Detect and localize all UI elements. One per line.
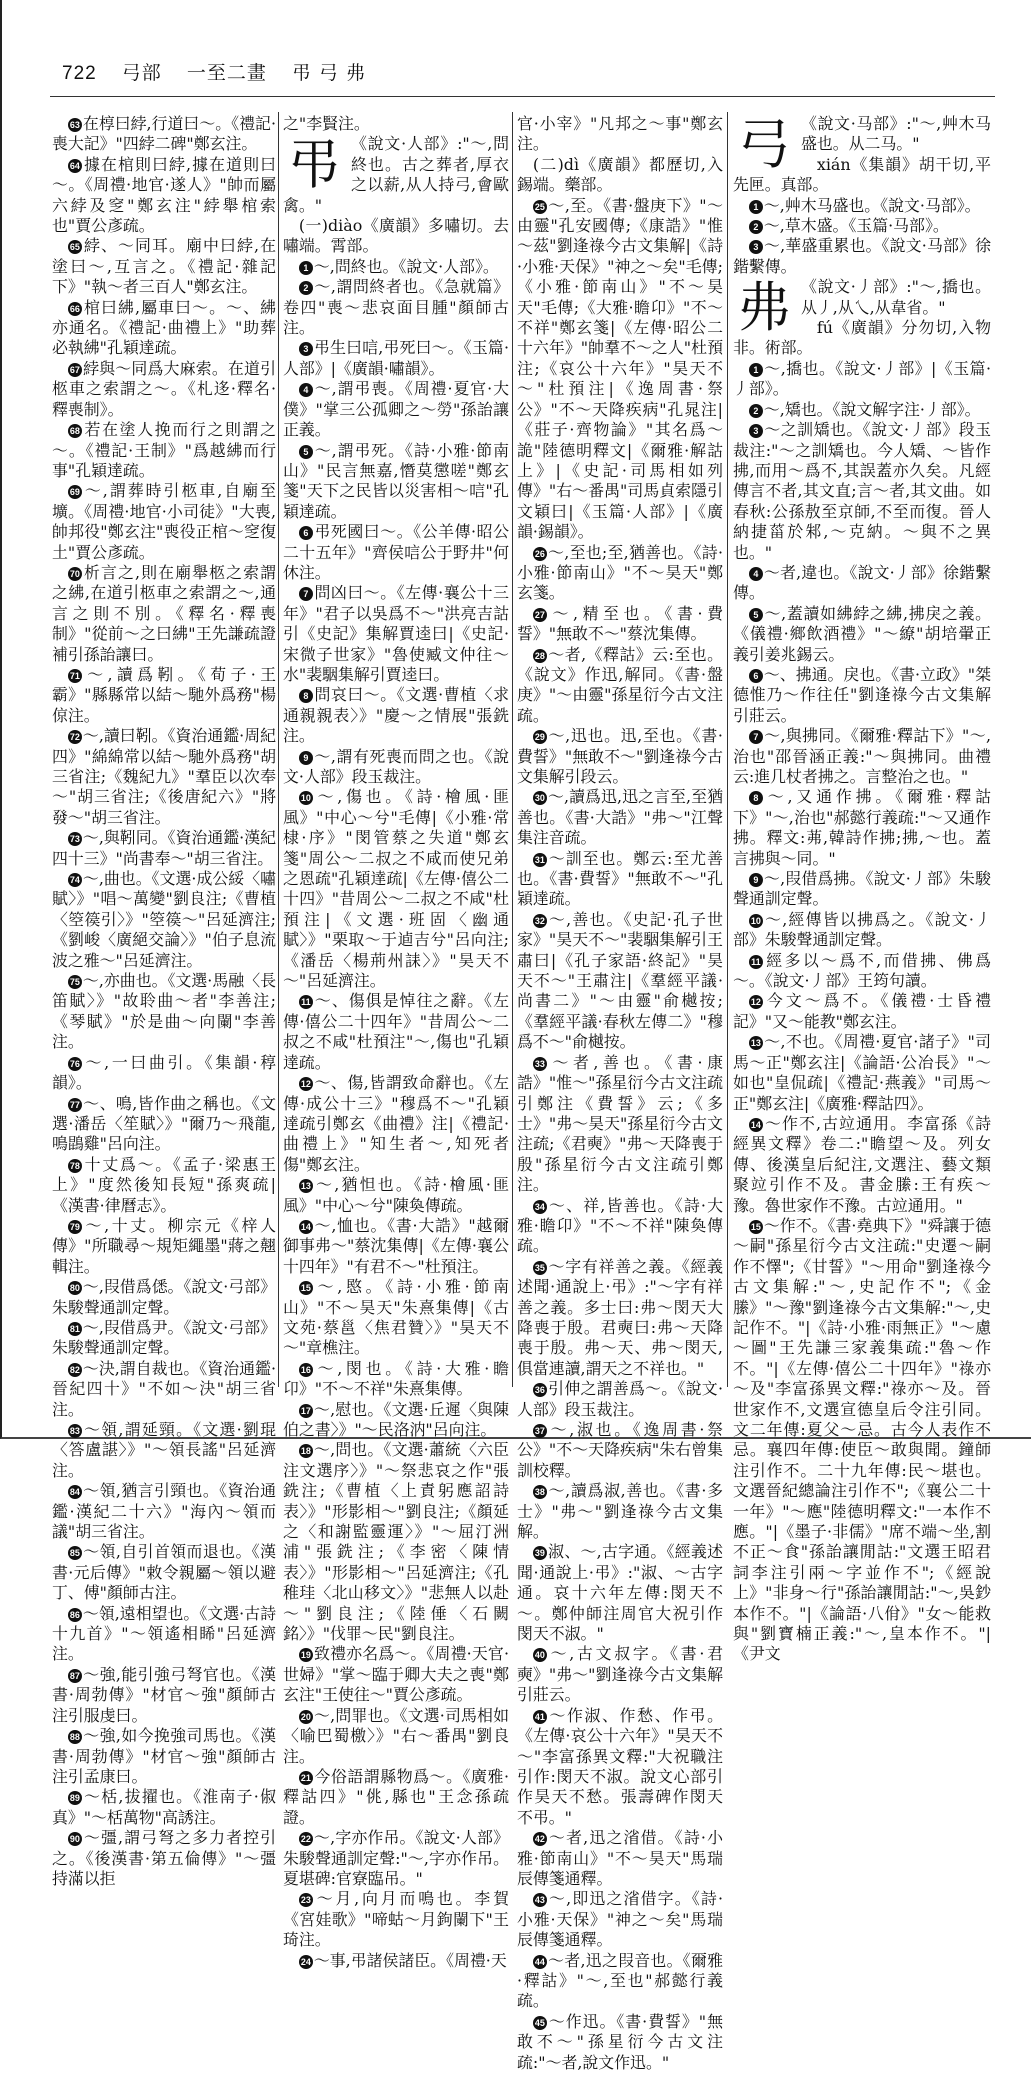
sense-text: ～者,《釋詁》云:至也。《說文》作迅,解同。《書·盤庚》"～由靈"孫星衍今古文注疏。	[517, 644, 723, 725]
sense-text: ～,與拂同。《爾雅·釋詁下》"～,治也"邵晉涵正義:"～與拂同。曲禮云:進几杖者拂之。言整治之也。"	[733, 726, 991, 786]
sense-number-badge: 39	[534, 1548, 545, 1559]
sense-entry	[733, 216, 991, 236]
sense-entry	[52, 869, 276, 971]
sense-number-badge: 24	[300, 1956, 311, 1967]
sense-entry	[733, 1216, 991, 1665]
sense-entry	[52, 1787, 276, 1828]
sense-text: ～者,迅之叚音也。《爾雅·釋詁》"～,至也"郝懿行義疏。	[517, 1950, 723, 2011]
sense-entry	[283, 747, 509, 788]
sense-text: ～決,謂自裁也。《資治通鑑·晉紀四十》"不如～決"胡三省注。	[52, 1358, 276, 1419]
sense-number-badge: 5	[749, 608, 763, 622]
sense-number-badge: 64	[69, 160, 80, 171]
sense-number-badge: 29	[534, 732, 545, 743]
sense-entry	[517, 1053, 723, 1196]
sense-text: 引伸之謂善爲～。《說文·人部》段玉裁注。	[517, 1379, 723, 1419]
headword-block	[283, 134, 509, 216]
sense-text: ～,精至也。《書·費誓》"無敢不～"蔡沈集傳。	[517, 603, 723, 644]
sense-text: ～,問終也。《說文·人部》。	[313, 256, 499, 276]
sense-entry	[52, 1216, 276, 1277]
sense-text: ～,淑也。《逸周書·祭公》"不～天降疾病"朱右曾集訓校釋。	[517, 1420, 723, 1480]
sense-number-badge: 7	[749, 730, 763, 744]
sense-number-badge: 40	[534, 1650, 545, 1661]
sense-entry	[52, 971, 276, 1053]
column-divider	[727, 112, 728, 1387]
sense-number-badge: 22	[300, 1834, 311, 1845]
sense-text: ～者,違也。《說文·丿部》徐鍇繫傳。	[733, 562, 991, 603]
sense-entry	[517, 726, 723, 787]
sense-number-badge: 87	[69, 1670, 80, 1681]
headword-definition: 《說文·丿部》:"～,撟也。从丿,从乀,从韋省。"	[801, 277, 991, 317]
sense-text: 棺曰紼,屬車曰～。～、紼亦通名。《禮記·曲禮上》"助葬必執紼"孔穎達疏。	[52, 297, 276, 358]
sense-number-badge: 89	[69, 1793, 80, 1804]
sense-number-badge: 67	[69, 364, 80, 375]
sense-entry	[52, 481, 276, 563]
sense-text: ～,草木盛。《玉篇·马部》。	[763, 216, 949, 236]
sense-number-badge: 3	[749, 424, 763, 438]
sense-number-badge: 32	[534, 915, 545, 926]
sense-number-badge: 78	[69, 1160, 80, 1171]
sense-number-badge: 16	[300, 1364, 311, 1375]
sense-entry	[283, 379, 509, 440]
pronunciation-line: (一)diào《廣韻》多嘯切。去嘯端。霄部。	[283, 216, 509, 256]
sense-text: ～,讀曰靷。《資治通鑑·周紀四》"綿綿常以結～馳外爲務"胡三省注;《魏紀九》"羣臣以次奉～"胡三省注;《後唐紀六》"將發～"胡三省注。	[52, 726, 276, 827]
sense-text: ～作迅。《書·費誓》"無敢不～"孫星衍今古文注疏:"～者,說文作迅。"	[517, 2011, 723, 2072]
sense-entry	[733, 665, 991, 726]
sense-number-badge: 90	[69, 1834, 80, 1845]
text-column-1	[52, 114, 276, 1889]
sense-number-badge: 45	[534, 2017, 545, 2028]
sense-number-badge: 3	[749, 240, 763, 254]
sense-number-badge: 35	[534, 1262, 545, 1273]
sense-entry	[283, 1440, 509, 1644]
sense-text: ～、鳴,皆作曲之稱也。《文選·潘岳〈笙賦〉》"爾乃～飛龍,鳴鵾雞"呂向注。	[52, 1093, 276, 1154]
continued-text: 官·小宰》"凡邦之～事"鄭玄注。	[517, 114, 723, 154]
sense-number-badge: 28	[534, 650, 545, 661]
sense-entry	[517, 645, 723, 727]
sense-text: ～,蓋讀如紼綍之紼,拂戾之義。《儀禮·鄉飲酒禮》"～繚"胡培翬正義引姜兆錫云。	[733, 603, 991, 664]
sense-text: 經多以～爲不,而借拂、佛爲～。《說文·丿部》王筠句讀。	[733, 950, 991, 991]
sense-number-badge: 69	[69, 487, 80, 498]
sense-text: ～,叚借爲尹。《說文·弓部》朱駿聲通訓定聲。	[52, 1317, 276, 1358]
sense-entry	[733, 910, 991, 951]
sense-number-badge: 25	[534, 201, 545, 212]
running-header	[62, 58, 384, 85]
sense-number-badge: 12	[750, 997, 761, 1008]
sense-number-badge: 6	[299, 526, 313, 540]
sense-number-badge: 15	[750, 1221, 761, 1232]
sense-entry	[52, 828, 276, 869]
sense-entry	[733, 400, 991, 420]
pronunciation-line: fú《廣韻》分勿切,入物非。術部。	[733, 318, 991, 358]
sense-entry	[733, 359, 991, 400]
sense-number-badge: 23	[300, 1895, 311, 1906]
sense-entry	[52, 1604, 276, 1665]
sense-entry	[733, 420, 991, 563]
sense-text: 問凶曰～。《左傳·襄公十三年》"君子以吳爲不～"洪亮吉詁引《史記》集解賈逵曰|《史記·宋微子世家》"魯使臧文仲往～水"裴駰集解引賈逵曰。	[283, 583, 509, 684]
sense-entry	[52, 1155, 276, 1216]
sense-number-badge: 17	[300, 1405, 311, 1416]
sense-entry	[52, 1359, 276, 1420]
sense-text: ～,亦曲也。《文選·馬融〈長笛賦〉》"故聆曲～者"李善注;《琴賦》"於是曲～向闌"李善注。	[52, 971, 276, 1052]
sense-number-badge: 33	[534, 1058, 545, 1069]
sense-entry	[52, 1277, 276, 1318]
sense-number-badge: 63	[69, 120, 80, 130]
sense-text: ～領,遠相望也。《文選·古詩十九首》"～領遙相睎"呂延濟注。	[52, 1603, 276, 1664]
sense-number-badge: 18	[300, 1446, 311, 1457]
sense-text: ～,閔也。《詩·大雅·瞻卬》"不～不祥"朱熹集傳。	[283, 1358, 509, 1399]
headword-character: 弔	[287, 133, 341, 197]
sense-entry	[733, 1114, 991, 1216]
sense-text: ～,迅也。迅,至也。《書·費誓》"無敢不～"劉逢祿今古文集解引段云。	[517, 726, 723, 786]
sense-number-badge: 13	[750, 1038, 761, 1049]
sense-text: ～,艸木马盛也。《說文·马部》。	[763, 195, 981, 215]
sense-text: ～,讀爲迅,迅之言至,至猶善也。《書·大誥》"弗～"江聲集注音疏。	[517, 787, 723, 848]
sense-number-badge: 5	[299, 445, 313, 459]
sense-entry	[283, 1828, 509, 1889]
sense-text: 據在棺則曰綍,據在道則曰～。《周禮·地官·遂人》"帥而屬六綍及窆"鄭玄注"綍舉棺索也"賈公彥疏。	[52, 154, 276, 236]
sense-number-badge: 68	[69, 426, 80, 437]
sense-text: ～、拂通。戾也。《書·立政》"桀德惟乃～作往任"劉逢祿今古文集解引莊云。	[733, 664, 991, 725]
sense-number-badge: 9	[299, 751, 313, 765]
sense-entry	[733, 991, 991, 1032]
sense-entry	[52, 298, 276, 359]
sense-entry	[517, 1379, 723, 1420]
sense-number-badge: 21	[300, 1772, 311, 1783]
sense-number-badge: 2	[749, 404, 763, 418]
sense-text: ～,矯也。《說文解字注·丿部》。	[763, 399, 981, 419]
sense-text: ～,叚借爲拂。《說文·丿部》朱駿聲通訓定聲。	[733, 869, 991, 909]
sense-number-badge: 44	[534, 1956, 545, 1967]
sense-text: 若在塗人挽而行之則謂之～。《禮記·王制》"爲越紼而行事"孔穎達疏。	[52, 420, 276, 480]
sense-entry	[517, 196, 723, 543]
sense-entry	[52, 236, 276, 297]
sense-number-badge: 72	[69, 732, 80, 743]
sense-text: ～,一曰曲引。《集韻·稕韻》。	[52, 1052, 276, 1093]
sense-text: ～,與靷同。《資治通鑑·漢紀四十三》"尚書奉～"胡三省注。	[52, 828, 276, 868]
sense-text: ～,讀爲靷。《荀子·王霸》"縣縣常以結～馳外爲務"楊倞注。	[52, 664, 276, 725]
sense-number-badge: 11	[299, 995, 313, 1009]
sense-number-badge: 3	[299, 342, 313, 356]
sense-text: ～、傷俱是悼往之辭。《左傳·僖公二十四年》"昔周公～二叔之不咸"杜預注"～,傷也"孔穎達疏。	[283, 991, 509, 1072]
column-divider	[278, 112, 279, 1387]
sense-entry	[517, 2012, 723, 2073]
sense-text: ～作不,古竝通用。李富孫《詩經異文釋》卷二:"瞻望～及。列女傳、後漢皇后紀注,文選注、藝文類聚竝引作不及。書金縢:王有疾～豫。魯世家作不豫。古竝通用。"	[733, 1113, 991, 1215]
sense-text: ～強,能引強弓弩官也。《漢書·周勃傳》"材官～強"顏師古注引服虔曰。	[52, 1664, 276, 1725]
sense-text: ～,即迅之渻借字。《詩·小雅·天保》"神之～矣"馬瑞辰傳箋通釋。	[517, 1889, 723, 1950]
sense-entry	[733, 236, 991, 277]
sense-entry	[517, 1889, 723, 1950]
sense-number-badge: 27	[534, 609, 545, 620]
sense-text: ～,古文叔字。《書·君奭》"弗～"劉逢祿今古文集解引莊云。	[517, 1644, 723, 1705]
sense-text: ～、祥,皆善也。《詩·大雅·瞻卬》"不～不祥"陳奐傳疏。	[517, 1195, 723, 1256]
headword-definition: 《說文·马部》:"～,艸木马盛也。从二马。"	[801, 114, 991, 154]
sense-number-badge: 83	[69, 1426, 80, 1436]
text-column-3	[517, 114, 723, 2073]
sense-text: ～,字亦作吊。《說文·人部》朱駿聲通訓定聲:"～,字亦作吊。夏堪碑:官寮臨吊。"	[283, 1828, 509, 1888]
sense-entry	[283, 1951, 509, 1971]
sense-text: ～彊,謂弓弩之多力者控引之。《後漢書·第五倫傳》"～彊持滿以拒	[52, 1828, 276, 1888]
sense-entry	[517, 604, 723, 645]
sense-entry	[283, 1175, 509, 1216]
sense-entry	[283, 1706, 509, 1767]
sense-number-badge: 8	[299, 689, 313, 703]
sense-number-badge: 14	[300, 1221, 311, 1232]
sense-entry	[52, 1053, 276, 1094]
sense-text: ～,至。《書·盤庚下》"～由靈"孔安國傳;《康誥》"惟～茲"劉逢祿今古文集解|《詩·小雅·天保》"神之～矣"毛傳;《小雅·節南山》"不～昊天"毛傳;《大雅·瞻卬》"不～不祥"鄭玄箋|《左傳·昭公二十六年》"帥羣不～之人"杜預注;《哀公十六年》"昊天不～"杜預注|《逸周書·祭公》"不～天降疾病"孔晁注|《莊子·齊物論》"其名爲～詭"陸德明釋文|《爾雅·解詁上》|《史記·司馬相如列傳》"右～番禺"司馬貞索隱引文穎曰|《玉篇·人部》|《廣韻·錫韻》。	[517, 195, 723, 542]
page-number: 722	[62, 63, 97, 84]
sense-text: ～,謂弔喪。《周禮·夏官·大僕》"掌三公孤卿之～勞"孫詒讓正義。	[283, 379, 509, 440]
sense-number-badge: 4	[749, 567, 763, 581]
radical-section: 弓部	[121, 62, 162, 84]
sense-number-badge: 74	[69, 875, 80, 886]
sense-entry	[283, 441, 509, 523]
sense-number-badge: 2	[749, 220, 763, 234]
sense-number-badge: 30	[534, 793, 545, 804]
sense-text: 十丈爲～。《孟子·梁惠王上》"度然後知長短"孫爽疏|《漢書·律曆志》。	[52, 1154, 276, 1215]
sense-text: ～,叚借爲僁。《說文·弓部》朱駿聲通訓定聲。	[52, 1277, 276, 1317]
sense-entry	[52, 726, 276, 828]
sense-number-badge: 84	[69, 1487, 80, 1498]
sense-text: ～,問也。《文選·蕭統〈六臣注文選序〉》"～祭悲哀之作"張銑注;《曹植〈上責躬應詔詩表〉》"形影相～"劉良注;《顏延之〈和謝監靈運〉》"～屈汀洲浦"張銑注;《李密〈陳情表〉》"形影相～"呂延濟注;《孔稚珪〈北山移文〉》"悲無人以赴～"劉良注;《陸倕〈石闕銘〉》"伐罪～民"劉良注。	[283, 1440, 509, 1644]
sense-text: 析言之,則在廟舉柩之索謂之紼,在道引柩車之索謂之～,通言之則不別。《釋名·釋喪制》"從前～之曰紼"王先謙疏證補引孫詒讓曰。	[52, 562, 276, 664]
sense-entry	[517, 910, 723, 1053]
sense-number-badge: 13	[300, 1181, 311, 1192]
sense-text: ～者,迅之渻借。《詩·小雅·節南山》"不～昊天"馬瑞辰傳箋通釋。	[517, 1828, 723, 1888]
sense-number-badge: 71	[69, 670, 80, 681]
sense-number-badge: 85	[69, 1548, 80, 1559]
sense-entry	[517, 1257, 723, 1379]
sense-entry	[733, 563, 991, 604]
sense-text: ～領,謂延頸。《文選·劉琨〈答盧諶〉》"～領長謠"呂延濟注。	[52, 1420, 276, 1480]
sense-entry	[283, 787, 509, 991]
header-rule	[50, 96, 995, 97]
text-column-4	[733, 114, 991, 1665]
sense-text: ～者,善也。《書·康誥》"惟～"孫星衍今古文注疏引鄭注《費誓》云;《多士》"弗～昊天"孫星衍今古文注疏;《君奭》"弗～天降喪于殷"孫星衍今古文注疏引鄭注。	[517, 1052, 723, 1195]
sense-number-badge: 2	[299, 281, 313, 295]
sense-entry	[733, 869, 991, 910]
sense-entry	[733, 951, 991, 992]
continued-text: 之"李賢注。	[283, 114, 370, 133]
sense-entry	[517, 787, 723, 848]
sense-number-badge: 15	[300, 1283, 311, 1294]
sense-text: ～,華盛重累也。《說文·马部》徐鍇繫傳。	[733, 236, 991, 276]
sense-entry	[283, 685, 509, 746]
sense-text: 綍與～同爲大麻索。在道引柩車之索謂之～。《札迻·釋名·釋喪制》。	[52, 358, 276, 419]
sense-number-badge: 65	[69, 242, 80, 253]
sense-entry	[733, 1032, 991, 1114]
sense-text: ～訓至也。鄭云:至尤善也。《書·費誓》"無敢不～"孔穎達疏。	[517, 848, 723, 909]
sense-entry	[52, 359, 276, 420]
sense-text: 致禮亦名爲～。《周禮·天官·世婦》"掌～臨于卿大夫之喪"鄭玄注"王使往～"賈公彥疏。	[283, 1644, 509, 1705]
sense-text: 綍、～同耳。廟中曰綍,在塗曰～,互言之。《禮記·雜記下》"執～者三百人"鄭玄注。	[52, 236, 276, 297]
sense-number-badge: 36	[534, 1385, 545, 1396]
sense-entry	[283, 1400, 509, 1441]
sense-text: ～強,如今挽強司馬也。《漢書·周勃傳》"材官～強"顏師古注引孟康曰。	[52, 1726, 276, 1786]
sense-entry	[283, 1889, 509, 1950]
sense-text: ～,撟也。《說文·丿部》|《玉篇·丿部》。	[733, 358, 991, 399]
sense-text: ～,慰也。《文選·丘遲〈與陳伯之書〉》"～民洛汭"呂向注。	[283, 1399, 509, 1439]
sense-text: ～,謂葬時引柩車,自廟至壙。《周禮·地官·小司徒》"大喪,帥邦役"鄭玄注"喪役正棺～窆復土"賈公彥疏。	[52, 481, 276, 562]
headword-character: 弓	[737, 113, 791, 176]
sense-entry	[283, 522, 509, 583]
sense-number-badge: 1	[749, 200, 763, 214]
sense-number-badge: 79	[69, 1221, 80, 1232]
sense-text: ～領,自引首領而退也。《漢書·元后傳》"敕令親屬～領以避丁、傅"顏師古注。	[52, 1542, 276, 1603]
sense-text: ～,愍。《詩·小雅·節南山》"不～昊天"朱熹集傳|《古文苑·蔡邕〈焦君贊〉》"昊天不～"章樵注。	[283, 1277, 509, 1358]
sense-number-badge: 31	[534, 854, 545, 865]
sense-entry	[283, 1767, 509, 1828]
sense-entry	[283, 338, 509, 379]
sense-entry	[52, 420, 276, 481]
sense-number-badge: 81	[69, 1323, 80, 1334]
sense-entry	[517, 1706, 723, 1828]
header-characters: 弔 弓 弗	[291, 62, 366, 84]
sense-text: ～,讀爲淑,善也。《書·多士》"弗～"劉逢祿今古文集解。	[517, 1481, 723, 1542]
sense-number-badge: 19	[300, 1650, 311, 1661]
sense-text: ～,謂問終者也。《急就篇》卷四"喪～悲哀面目腫"顏師古注。	[283, 277, 509, 338]
sense-number-badge: 14	[750, 1119, 761, 1130]
sense-number-badge: 43	[534, 1895, 545, 1906]
sense-number-badge: 7	[299, 587, 313, 601]
sense-entry	[517, 849, 723, 910]
sense-text: ～,至也;至,猶善也。《詩·小雅·節南山》"不～昊天"鄭玄箋。	[517, 542, 723, 603]
sense-entry	[52, 1094, 276, 1155]
sense-number-badge: 86	[69, 1609, 80, 1620]
sense-text: ～、傷,皆謂致命辭也。《左傳·成公十三》"穆爲不～"孔穎達疏引鄭玄《曲禮》注|《禮記·曲禮上》"知生者～,知死者傷"鄭玄注。	[283, 1073, 509, 1174]
sense-number-badge: 80	[69, 1283, 80, 1294]
sense-number-badge: 34	[534, 1201, 545, 1212]
sense-text: ～,不也。《周禮·夏官·諸子》"司馬～正"鄭玄注|《論語·公冶長》"～如也"皇侃疏|《禮記·燕義》"司馬～正"鄭玄注|《廣雅·釋詁四》。	[733, 1032, 991, 1113]
sense-number-badge: 42	[534, 1834, 545, 1845]
sense-number-badge: 37	[534, 1426, 545, 1436]
stroke-range: 一至二畫	[186, 62, 267, 84]
sense-entry	[733, 726, 991, 787]
sense-number-badge: 12	[300, 1079, 311, 1090]
sense-entry	[733, 196, 991, 216]
sense-entry	[283, 1277, 509, 1359]
sense-text: ～,曲也。《文選·成公綏〈嘯賦〉》"唱～萬變"劉良注;《曹植〈箜篌引〉》"箜篌～"呂延濟注;《劉峻〈廣絕交論〉》"伯子息流波之雅～"呂延濟注。	[52, 869, 276, 970]
sense-entry	[52, 1828, 276, 1889]
sense-text: ～,善也。《史記·孔子世家》"昊天不～"裴駰集解引王肅曰|《孔子家語·終記》"昊天不～"王肅注|《羣經平議·尚書二》"～由靈"俞樾按;《羣經平議·春秋左傳二》"穆爲不～"俞樾按。	[517, 909, 723, 1052]
sense-number-badge: 73	[69, 834, 80, 845]
sense-text: ～字有祥善之義。《經義述聞·通說上·弔》:"～字有祥善之義。多士曰:弗～閔天大降喪于殷。君奭曰:弗～天降喪于殷。弗～天、弗～閔天,俱當連讀,謂天之不祥也。"	[517, 1256, 723, 1378]
sense-text: 今文～爲不。《儀禮·士昏禮記》"又～能教"鄭玄注。	[733, 991, 991, 1031]
sense-number-badge: 11	[749, 955, 763, 969]
sense-entry	[283, 1073, 509, 1175]
sense-text: 淑、～,古字通。《經義述聞·通說上·弔》:"淑、～古字通。哀十六年左傳:閔天不～。鄭仲師注周官大祝引作閔天不淑。"	[517, 1542, 723, 1644]
sense-number-badge: 6	[749, 669, 763, 683]
sense-entry	[52, 1726, 276, 1787]
sense-number-badge: 75	[69, 977, 80, 988]
sense-number-badge: 1	[299, 261, 313, 275]
headword-definition: 《說文·人部》:"～,問終也。古之葬者,厚衣之以薪,从人持弓,會歐禽。"	[283, 134, 509, 215]
sense-text: ～,十丈。柳宗元《梓人傳》"所職尋～規矩繩墨"蔣之翹輯注。	[52, 1215, 276, 1276]
sense-text: 今俗語謂縣物爲～。《廣雅·釋詁四》"佻,縣也"王念孫疏證。	[283, 1766, 509, 1827]
sense-entry	[283, 1216, 509, 1277]
sense-entry	[52, 1318, 276, 1359]
sense-number-badge: 82	[69, 1364, 80, 1375]
sense-text: ～,謂弔死。《詩·小雅·節南山》"民言無嘉,憯莫懲嗟"鄭玄箋"天下之民皆以災害相～唁"孔穎達疏。	[283, 440, 509, 521]
sense-entry	[52, 1420, 276, 1481]
sense-number-badge: 10	[300, 793, 311, 804]
sense-entry	[52, 155, 276, 237]
sense-number-badge: 88	[69, 1732, 80, 1743]
sense-entry	[517, 1644, 723, 1705]
sense-entry	[517, 1828, 723, 1889]
sense-entry	[52, 1542, 276, 1603]
sense-entry	[283, 583, 509, 685]
sense-text: ～,經傳皆以拂爲之。《說文·丿部》朱駿聲通訓定聲。	[733, 909, 991, 950]
sense-number-badge: 38	[534, 1487, 545, 1498]
sense-number-badge: 10	[750, 915, 761, 926]
text-column-2	[283, 114, 509, 1971]
sense-text: ～,問罪也。《文選·司馬相如〈喻巴蜀檄〉》"右～番禺"劉良注。	[283, 1705, 509, 1766]
sense-text: 在椁曰綍,行道曰～。《禮記·喪大記》"四綍二碑"鄭玄注。	[52, 114, 276, 154]
sense-number-badge: 4	[299, 383, 313, 397]
sense-text: ～,猶怛也。《詩·檜風·匪風》"中心～兮"陳奐傳疏。	[283, 1175, 509, 1215]
sense-number-badge: 9	[749, 873, 763, 887]
sense-number-badge: 1	[749, 363, 763, 377]
sense-number-badge: 66	[69, 303, 80, 314]
sense-number-badge: 76	[69, 1058, 80, 1069]
sense-text: ～之訓矯也。《說文·丿部》段玉裁注:"～之訓矯也。今人矯、～皆作拂,而用～爲不,其誤蓋亦久矣。凡經傳言不者,其文直;言～者,其文曲。如春秋:公孫敖至京師,不至而復。晉人納捷菑於邾,～克納。～與不之異也。"	[733, 420, 991, 562]
sense-text: ～,傷也。《詩·檜風·匪風》"中心～兮"毛傳|《小雅·常棣·序》"閔管蔡之失道"鄭玄箋"周公～二叔之不咸而使兄弟之恩疏"孔穎達疏|《左傳·僖公二十四》"昔周公～二叔之不咸"杜預注|《文選·班固〈幽通賦〉》"栗取～于逌吉兮"呂向注;《潘岳〈楊荊州誄〉》"昊天不～"呂延濟注。	[283, 787, 509, 991]
sense-entry	[283, 1644, 509, 1705]
sense-entry	[52, 563, 276, 665]
column-divider	[512, 112, 513, 1387]
sense-text: ～,恤也。《書·大誥》"越爾御事弗～"蔡沈集傳|《左傳·襄公十四年》"有君不～"杜預注。	[283, 1215, 509, 1276]
sense-text: 弔死國曰～。《公羊傳·昭公二十五年》"齊侯唁公于野井"何休注。	[283, 522, 509, 582]
sense-entry	[283, 1359, 509, 1400]
sense-text: 問哀曰～。《文選·曹植〈求通親親表〉》"慶～之情展"張銑注。	[283, 685, 509, 746]
sense-text: ～作不。《書·堯典下》"舜讓于德～嗣"孫星衍今古文注疏:"史遷～嗣作不懌";《甘誓》"～用命"劉逢祿今古文集解:"～,史記作不";《金縢》"～豫"劉逢祿今古文集解:"～,史記作不。"|《詩·小雅·雨無正》"～慮～圖"王先謙三家義集疏:"魯～作不。"|《左傳·僖公二十四年》"祿亦～及"李富孫異文釋:"祿亦～及。晉世家作不,文選宣德皇后令注引同。文二年傳:夏父～忌。古今人表作不忌。襄四年傳:使臣～敢與聞。鐘師注引作不。二十九年傳:民～堪也。文選晉紀總論注引作不";《襄公二十一年》"～應"陸德明釋文:"一本作不應。"|《墨子·非儒》"席不端～坐,割不正～食"孫詒讓閒詁:"文選王昭君詞李注引兩～字並作不";《經說上》"非身～行"孫詒讓閒詁:"～,吳鈔本作不。"|《論語·八佾》"女～能救與"劉寶楠正義:"～,皇本作不。"|《尹文	[733, 1215, 991, 1664]
sense-entry	[517, 1196, 723, 1257]
sense-entry	[517, 1542, 723, 1644]
sense-number-badge: 70	[69, 568, 80, 579]
sense-entry	[283, 277, 509, 338]
sense-number-badge: 20	[300, 1711, 311, 1722]
sense-text: ～事,弔諸侯諸臣。《周禮·天	[313, 1950, 507, 1970]
sense-number-badge: 26	[534, 548, 545, 559]
sense-entry	[52, 114, 276, 155]
sense-entry	[52, 1481, 276, 1542]
pronunciation-line: xián《集韻》胡干切,平先匣。真部。	[733, 154, 991, 195]
sense-entry	[733, 787, 991, 869]
sense-number-badge: 8	[749, 791, 763, 805]
sense-text: ～,謂有死喪而問之也。《說文·人部》段玉裁注。	[283, 746, 509, 786]
sense-entry	[517, 543, 723, 604]
sense-text: ～栝,拔擢也。《淮南子·俶真》"～栝萬物"高誘注。	[52, 1787, 276, 1827]
sense-number-badge: 77	[69, 1099, 80, 1110]
sense-entry	[52, 665, 276, 726]
sense-number-badge: 41	[534, 1711, 545, 1722]
sense-entry	[283, 991, 509, 1073]
pronunciation-line: (二)dì《廣韻》都歷切,入錫端。藥部。	[517, 154, 723, 195]
sense-text: 弔生曰唁,弔死曰～。《玉篇·人部》|《廣韻·嘯韻》。	[283, 338, 509, 378]
sense-entry	[733, 604, 991, 665]
sense-text: ～領,猶言引頸也。《資治通鑑·漢紀二十六》"海內～領而議"胡三省注。	[52, 1481, 276, 1542]
sense-text: ～月,向月而鳴也。李賀《宮娃歌》"啼蛄～月鉤闌下"王琦注。	[283, 1889, 509, 1950]
sense-entry	[283, 257, 509, 277]
sense-entry	[517, 1420, 723, 1481]
sense-text: ～,又通作拂。《爾雅·釋詁下》"～,治也"郝懿行義疏:"～又通作拂。釋文:茀,韓詩作拂;拂,～也。蓋言拂與～同。"	[733, 787, 991, 868]
sense-entry	[52, 1665, 276, 1726]
headword-character: 弗	[737, 276, 791, 340]
sense-text: ～作淑、作愁、作弔。《左傳·哀公十六年》"昊天不～"李富孫異文釋:"大祝職注引作:閔天不淑。說文心部引作昊天不愁。張壽碑作閔天不弔。"	[517, 1705, 723, 1827]
sense-entry	[517, 1951, 723, 2012]
sense-entry	[517, 1481, 723, 1542]
